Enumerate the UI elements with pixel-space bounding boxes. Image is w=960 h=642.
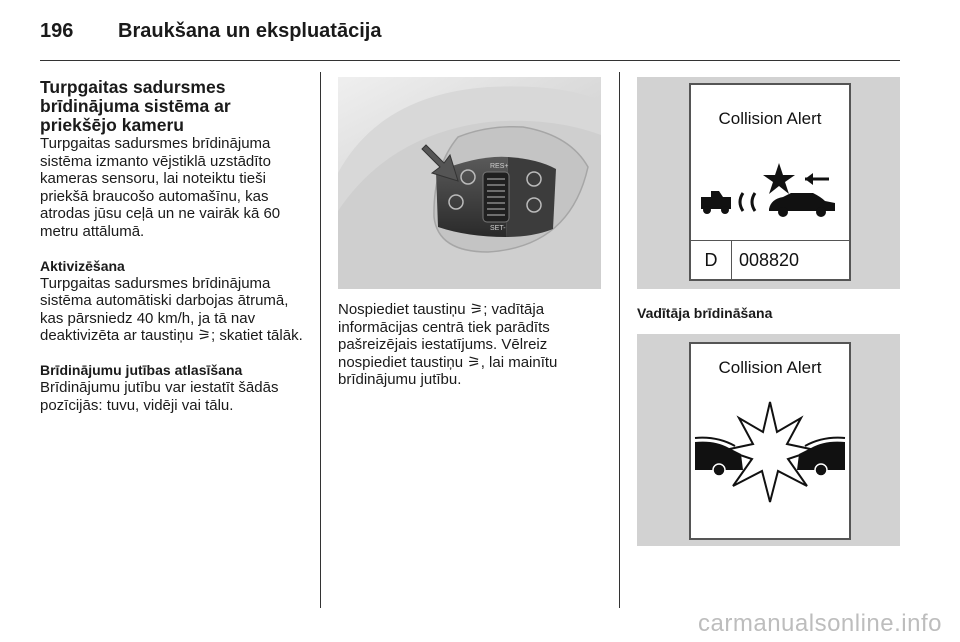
header-rule (40, 60, 900, 61)
distance-code-row (691, 240, 849, 279)
watermark: carmanualsonline.info (698, 610, 942, 637)
gear-indicator: D (691, 241, 732, 279)
odometer-readout: 008820 (739, 250, 800, 270)
following-distance-icon (697, 155, 847, 225)
collision-warning-display-figure (637, 334, 900, 546)
activation-heading: Aktivizēšana (40, 257, 125, 274)
section-heading: Turpgaitas sadursmes brīdinājuma sistēma ar priekšējo kameru (40, 77, 231, 135)
steering-wheel-figure (338, 77, 601, 289)
set-label: SET- (490, 225, 506, 232)
collision-warning-display (689, 342, 851, 540)
steering-wheel-illustration (338, 77, 601, 289)
display-title: Collision Alert (718, 358, 822, 377)
sensitivity-paragraph: Brīdinājumu jutību var iestatīt šādās pozīcijās: tuvu, vidēji vai tālu. (40, 378, 279, 414)
res-label: RES+ (490, 163, 509, 170)
column-divider-2 (619, 72, 620, 608)
column-text (40, 78, 308, 414)
intro-paragraph: Turpgaitas sadursmes brīdinājuma sistēma izmanto vējstiklā uzstādīto kameras sensoru, lai noteiktu tieši priekšā braucošo automašīnu, kas atrodas jūsu ceļā un ne vairāk kā 60 metru attālumā. (40, 135, 281, 240)
steering-wheel-caption: Nospiediet taustiņu ⚞; vadītāja informācijas centrā tiek parādīts pašreizējais iestatījums. Vēlreiz nospiediet taustiņu ⚞, lai mainītu brīdinājumu jutību. (338, 301, 558, 389)
sensitivity-heading: Brīdinājumu jutības atlasīšana (40, 361, 243, 378)
collision-alert-display-figure (637, 77, 900, 289)
collision-alert-display (689, 83, 851, 281)
page-number: 196 (40, 20, 74, 42)
section-title: Braukšana un ekspluatācija (118, 20, 382, 42)
activation-paragraph: Turpgaitas sadursmes brīdinājuma sistēma automātiski darbojas ātrumā, kas pārsniedz 40 km/h, ja tā nav deaktivizēta ar taustiņu ⚞; skatiet tālāk. (40, 274, 303, 345)
driver-warning-heading: Vadītāja brīdināšana (637, 305, 773, 321)
column-divider-1 (320, 72, 321, 608)
display-title: Collision Alert (718, 109, 822, 128)
collision-warning-icon (691, 398, 849, 506)
